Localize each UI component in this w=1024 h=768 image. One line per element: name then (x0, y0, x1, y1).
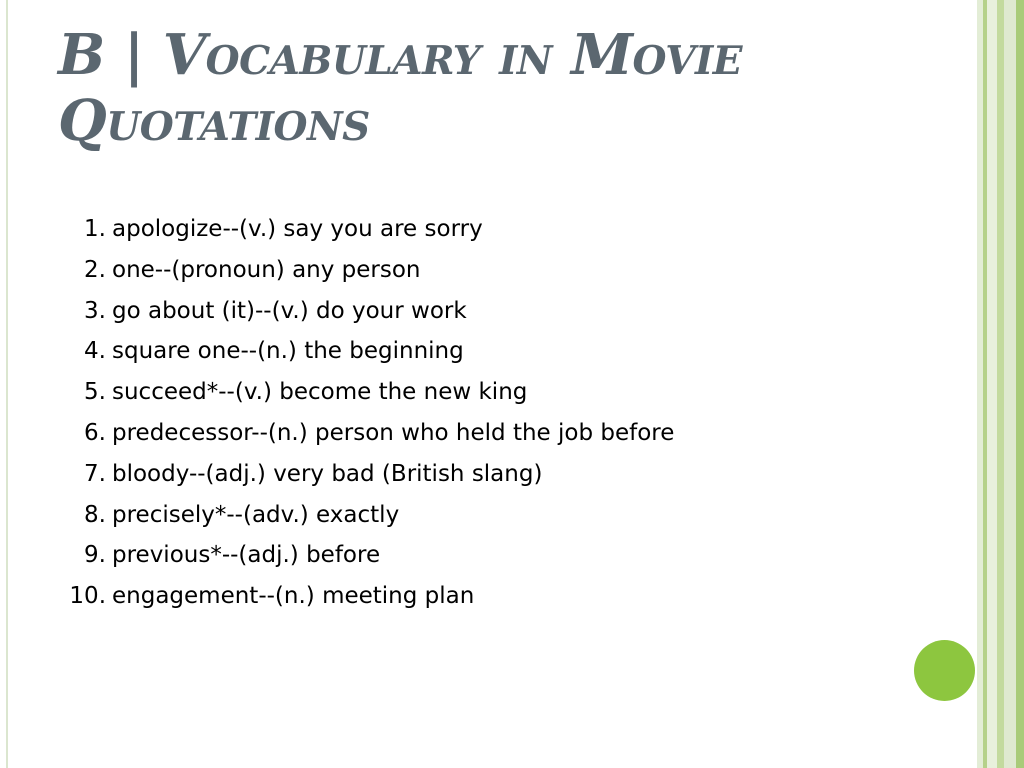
item-number: 2. (84, 256, 106, 283)
vocab-item (60, 502, 674, 543)
item-text: bloody--(adj.) very bad (British slang) (112, 460, 543, 487)
item-text: apologize--(v.) say you are sorry (112, 216, 483, 242)
vocab-item (60, 257, 674, 298)
item-number: 7. (84, 460, 106, 487)
vocab-item (60, 542, 674, 583)
item-text: square one--(n.) the beginning (112, 338, 464, 365)
item-number: 1. (84, 216, 106, 242)
item-number: 10. (69, 583, 106, 610)
vocab-item (60, 461, 674, 502)
item-text: previous*--(adj.) before (112, 542, 381, 569)
item-text: one--(pronoun) any person (112, 256, 421, 283)
item-text: engagement--(n.) meeting plan (112, 583, 475, 610)
vocab-item (60, 420, 674, 461)
border-stripe (1016, 0, 1024, 768)
item-number: 3. (84, 297, 106, 324)
decorative-circle (914, 640, 975, 701)
vocab-item (60, 216, 674, 257)
border-stripe (987, 0, 997, 768)
item-text: succeed*--(v.) become the new king (112, 379, 528, 406)
item-number: 6. (84, 419, 106, 446)
right-decorative-border (977, 0, 1024, 768)
item-number: 4. (84, 338, 106, 365)
item-number: 9. (84, 542, 106, 569)
vocab-item (60, 583, 674, 624)
vocab-item (60, 298, 674, 339)
left-border-line (6, 0, 8, 768)
vocabulary-list (60, 216, 674, 624)
item-text: precisely*--(adv.) exactly (112, 501, 400, 528)
slide-title: B | Vocabulary in Movie Quotations (58, 22, 743, 154)
vocab-item (60, 379, 674, 420)
item-text: predecessor--(n.) person who held the job before (112, 419, 675, 446)
vocab-item (60, 338, 674, 379)
item-number: 8. (84, 501, 106, 528)
border-stripe (1004, 0, 1016, 768)
item-number: 5. (84, 379, 106, 406)
border-stripe (997, 0, 1004, 768)
item-text: go about (it)--(v.) do your work (112, 297, 467, 324)
